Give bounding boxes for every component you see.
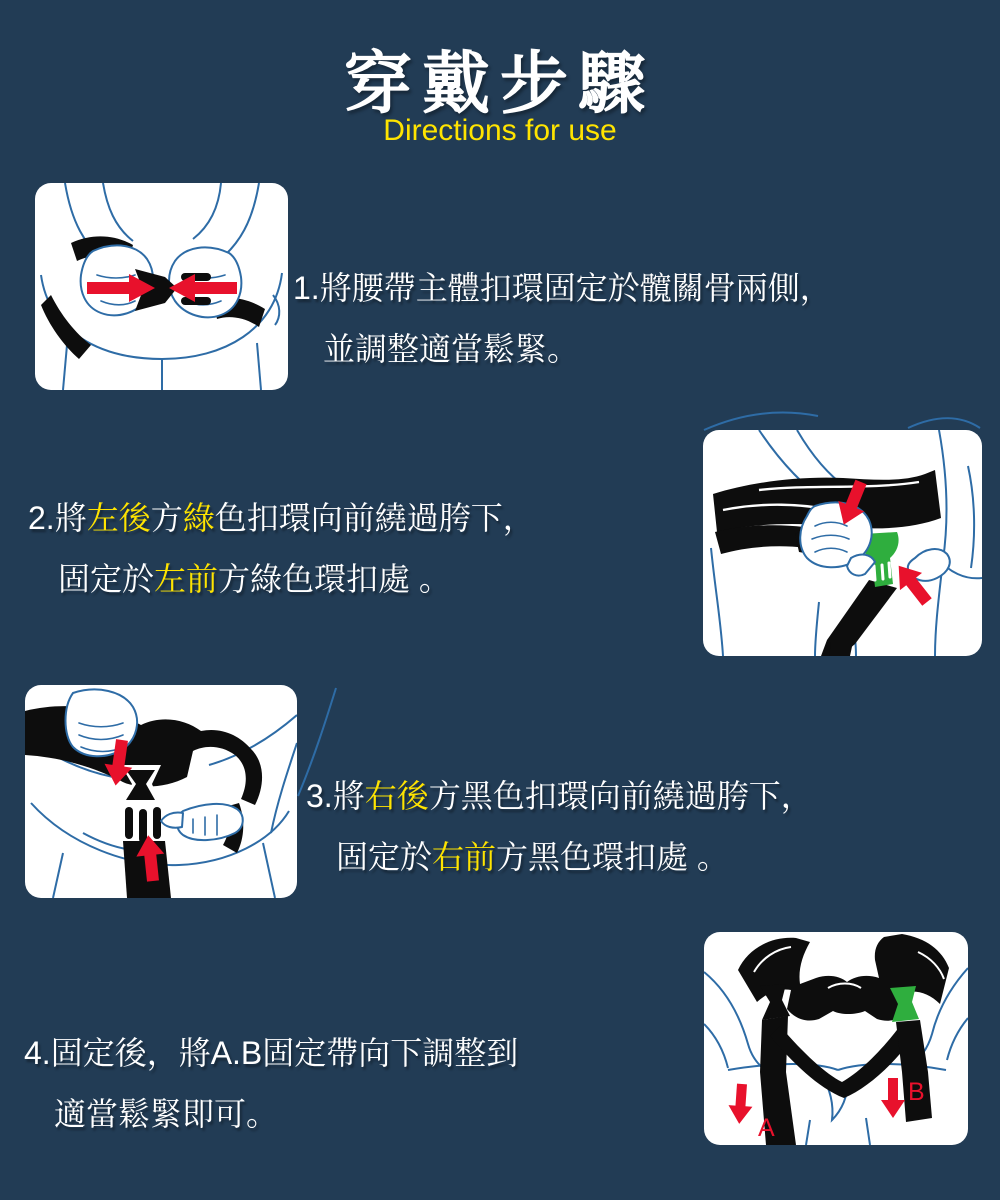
- text-segment: 固定於: [58, 561, 155, 597]
- highlighted-text: 右前: [432, 839, 497, 875]
- step3-instructions: [306, 766, 813, 888]
- text-segment: 固定於: [336, 839, 433, 875]
- green-buckle-side-illustration: [703, 430, 982, 656]
- step3-illustration-panel: [25, 685, 297, 898]
- hands-fastening-buckle-illustration: [35, 183, 288, 390]
- step-text-line: [28, 549, 535, 610]
- text-segment: 2.將: [28, 500, 87, 536]
- step1-instructions: [293, 258, 832, 380]
- text-segment: 1.將腰帶主體扣環固定於髖關骨兩側，: [293, 270, 832, 306]
- step-text-line: [24, 1023, 518, 1084]
- highlighted-text: 左後: [86, 500, 151, 536]
- step4-instructions: [24, 1023, 518, 1145]
- text-segment: 3.將: [306, 778, 365, 814]
- highlighted-text: 右後: [364, 778, 429, 814]
- page-title: 穿戴步驟: [343, 46, 656, 122]
- step2-instructions: [28, 488, 535, 610]
- text-segment: 方綠色環扣處 。: [218, 561, 451, 597]
- text-segment: 方黑色環扣處 。: [496, 839, 729, 875]
- strap-a-label: A: [758, 1114, 775, 1142]
- step-text-line: [306, 766, 813, 827]
- highlighted-text: 左前: [154, 561, 219, 597]
- step-text-line: [293, 319, 832, 380]
- text-segment: 並調整適當鬆緊。: [323, 331, 580, 367]
- step4-illustration-panel: [704, 932, 968, 1145]
- text-segment: 色扣環向前繞過胯下，: [214, 500, 535, 536]
- text-segment: 方: [150, 500, 183, 536]
- page-subtitle: Directions for use: [383, 114, 617, 147]
- strap-b: [896, 1020, 932, 1122]
- step2-illustration-panel: [703, 430, 982, 656]
- text-segment: 4.固定後，將A.B固定帶向下調整到: [24, 1035, 519, 1071]
- text-segment: 適當鬆緊即可。: [54, 1096, 279, 1132]
- ab-straps-illustration: [704, 932, 968, 1145]
- decorative-line: [700, 406, 982, 432]
- red-arrow-icons: [727, 1078, 905, 1125]
- text-segment: 方黑色扣環向前繞過胯下，: [428, 778, 813, 814]
- black-buckle-front-illustration: [25, 685, 297, 898]
- step-text-line: [28, 488, 535, 549]
- step-text-line: [24, 1084, 518, 1145]
- step-text-line: [293, 258, 832, 319]
- step-text-line: [306, 827, 813, 888]
- step1-illustration-panel: [35, 183, 288, 390]
- highlighted-text: 綠: [182, 500, 215, 536]
- strap-b-label: B: [908, 1078, 925, 1106]
